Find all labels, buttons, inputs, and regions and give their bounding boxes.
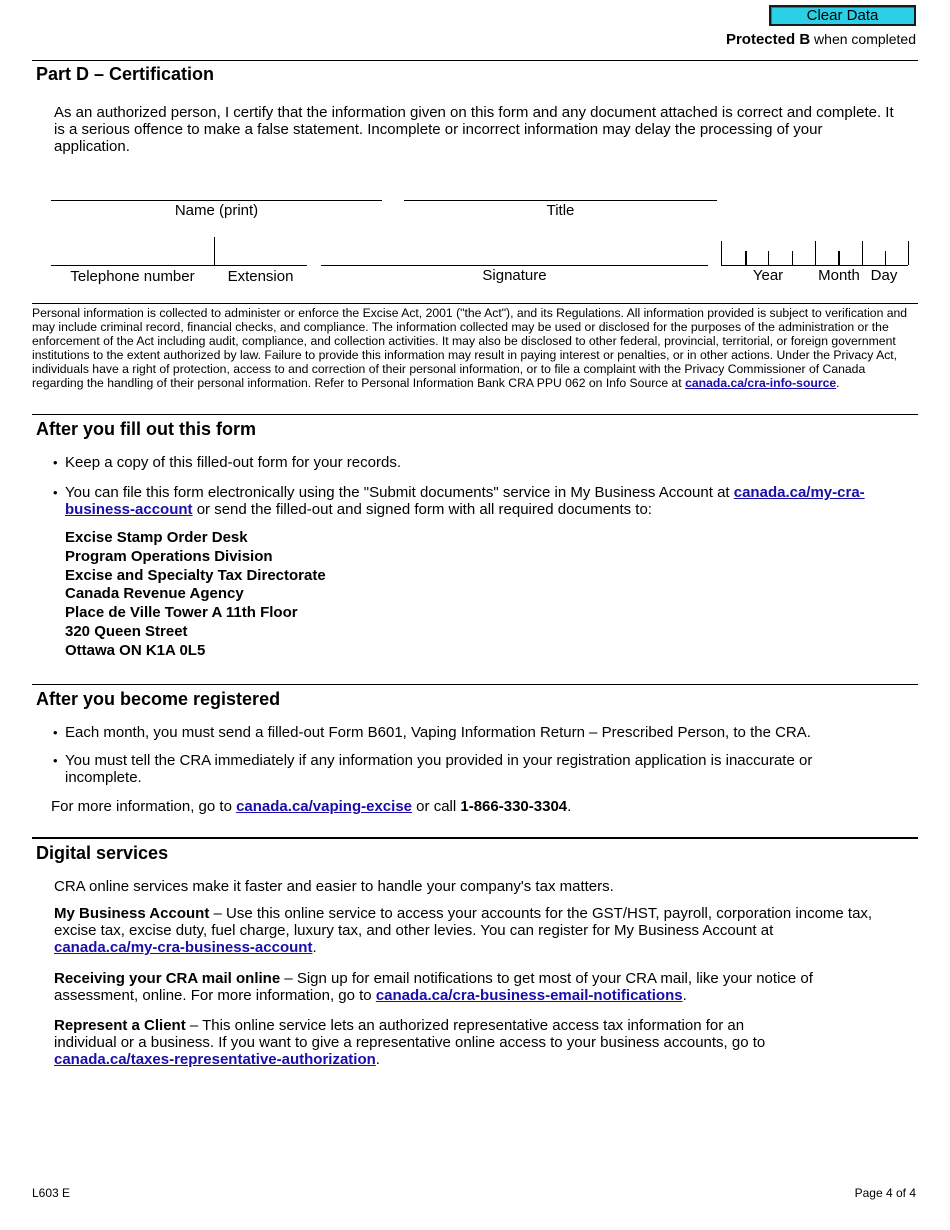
represent-client-paragraph [54, 1017, 774, 1068]
date-tick [792, 251, 793, 265]
divider [32, 837, 918, 839]
extension-divider [214, 237, 215, 265]
after-registered-title: After you become registered [36, 689, 281, 709]
divider [32, 303, 918, 304]
bullet-icon: • [53, 455, 58, 470]
signature-label: Signature [482, 267, 547, 284]
telephone-input-line[interactable] [51, 265, 307, 266]
divider [32, 684, 918, 685]
more-info-text: or call [412, 798, 461, 815]
more-info-line [51, 798, 891, 815]
bullet-text: or send the filled-out and signed form with all required documents to: [192, 501, 652, 518]
more-info-text: . [567, 798, 572, 815]
digital-services-title: Digital services [36, 843, 169, 863]
month-label: Month [818, 267, 860, 284]
address-line: Ottawa ON K1A 0L5 [65, 641, 206, 659]
address-line: 320 Queen Street [65, 622, 188, 640]
privacy-end: . [836, 376, 840, 390]
rep-text: – This online service lets an authorized representative access tax information for an individual or a business. If you want to give a representative online access to your business accounts, go to [54, 1017, 766, 1051]
telephone-label: Telephone number [70, 268, 195, 285]
title-input-line[interactable] [404, 200, 717, 201]
mba-text: – Use this online service to access your accounts for the GST/HST, payroll, corporation income tax, excise tax, excise duty, fuel charge, luxury tax, and other levies. You can register for My Business Account at [54, 905, 873, 939]
certification-statement: As an authorized person, I certify that the information given on this form and any document attached is correct and complete. It is a serious offence to make a false statement. Incomplete or incorrect information may delay the processing of your application. [54, 104, 894, 155]
date-tick [768, 251, 769, 265]
divider [32, 414, 918, 415]
list-item [53, 752, 865, 786]
protected-b-notice [726, 31, 916, 48]
date-tick [862, 241, 863, 265]
mail-heading: Receiving your CRA mail online [54, 970, 281, 987]
list-item [53, 484, 865, 518]
my-business-account-paragraph [54, 905, 879, 956]
date-tick [885, 251, 886, 265]
title-label: Title [546, 202, 575, 219]
vaping-excise-link[interactable]: canada.ca/vaping-excise [236, 798, 413, 815]
signature-input-line[interactable] [321, 265, 708, 266]
clear-data-button[interactable]: Clear Data [769, 5, 916, 26]
divider [32, 60, 918, 61]
part-d-title: Part D – Certification [36, 64, 215, 84]
bullet-icon: • [53, 485, 58, 500]
privacy-statement [32, 306, 918, 390]
my-business-account-link[interactable]: canada.ca/my-cra-business-account [65, 484, 865, 518]
date-tick [721, 241, 722, 265]
more-info-text: For more information, go to [51, 798, 237, 815]
date-tick [838, 251, 840, 265]
day-label: Day [870, 267, 898, 284]
mba-heading: My Business Account [54, 905, 210, 922]
extension-label: Extension [227, 268, 294, 285]
date-tick [745, 251, 747, 265]
address-line: Excise and Specialty Tax Directorate [65, 566, 326, 584]
name-label: Name (print) [174, 202, 259, 219]
digital-intro: CRA online services make it faster and easier to handle your company's tax matters. [54, 878, 614, 895]
protected-b-label: Protected B [725, 31, 811, 48]
address-line: Canada Revenue Agency [65, 585, 244, 603]
email-notifications-link[interactable]: canada.ca/cra-business-email-notifications [375, 987, 683, 1004]
date-tick [908, 241, 909, 265]
mailing-address [65, 529, 326, 661]
mba-end: . [312, 939, 317, 956]
year-label: Year [752, 267, 784, 284]
list-item [53, 724, 885, 741]
cra-info-source-link[interactable]: canada.ca/cra-info-source [685, 376, 837, 390]
page-number: Page 4 of 4 [854, 1186, 916, 1200]
bullet-icon: • [53, 753, 58, 768]
mail-text: – Sign up for email notifications to get most of your CRA mail, like your notice of assessment, online. For more information, go to [54, 970, 813, 1004]
bullet-text: You can file this form electronically using the "Submit documents" service in My Business Account at [65, 484, 734, 501]
rep-heading: Represent a Client [54, 1017, 186, 1034]
bullet-text: You must tell the CRA immediately if any information you provided in your registration application is inaccurate or incomplete. [65, 752, 813, 786]
list-item [53, 454, 885, 471]
date-tick [815, 241, 816, 265]
address-line: Program Operations Division [65, 547, 273, 565]
privacy-text: Personal information is collected to administer or enforce the Excise Act, 2001 ("the Act"), and its Regulations. All information provided is subject to verification and may include criminal record, financial checks, and compliance. The information collected may be used or disclosed for the purposes of the administration or the enforcement of the Act including audit, compliance, and collection activities. It may also be disclosed to other federal, provincial, territorial, or foreign government institutions to the extent authorized by law. Failure to provide this information may result in paying interest or penalties, or in other actions. Under the Privacy Act, individuals have a right of protection, access to and correction of their personal information, or to file a complaint with the Privacy Commissioner of Canada regarding the handling of their personal information. Refer to Personal Information Bank CRA PPU 062 on Info Source at [32, 306, 908, 390]
address-line: Excise Stamp Order Desk [65, 529, 248, 546]
mail-end: . [682, 987, 687, 1004]
my-business-account-link-2[interactable]: canada.ca/my-cra-business-account [54, 939, 313, 956]
name-input-line[interactable] [51, 200, 382, 201]
bullet-text: Keep a copy of this filled-out form for your records. [65, 454, 401, 471]
after-fill-title: After you fill out this form [36, 419, 256, 439]
address-line: Place de Ville Tower A 11th Floor [65, 604, 298, 622]
bullet-text: Each month, you must send a filled-out Form B601, Vaping Information Return – Prescribed Person, to the CRA. [65, 724, 811, 741]
mail-online-paragraph [54, 970, 854, 1004]
phone-number: 1-866-330-3304 [460, 798, 568, 815]
representative-authorization-link[interactable]: canada.ca/taxes-representative-authorization [54, 1051, 376, 1068]
rep-end: . [375, 1051, 380, 1068]
form-id: L603 E [32, 1186, 71, 1200]
protected-b-suffix: when completed [810, 31, 916, 47]
bullet-icon: • [53, 725, 58, 740]
date-input-line[interactable] [721, 265, 908, 266]
